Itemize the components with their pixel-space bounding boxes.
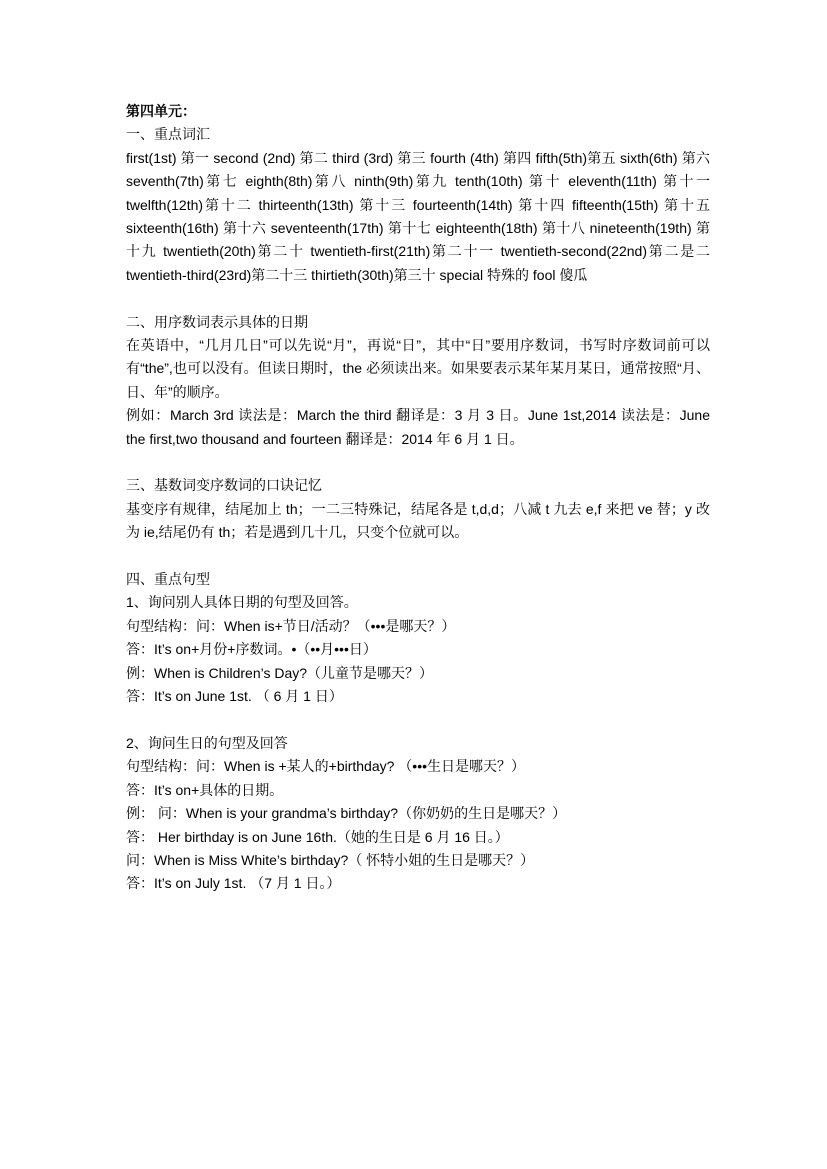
unit-title: 第四单元： (126, 103, 196, 119)
section-1-heading: 一、重点词汇 (126, 126, 210, 143)
section-2-heading: 二、用序数词表示具体的日期 (126, 313, 308, 330)
pattern-1-line: 答：It’s on June 1st. （ 6 月 1 日） (126, 688, 343, 705)
date-example-paragraph: 例如：March 3rd 读法是：March the third 翻译是：3 月 3 日。June 1st,2014 读法是：June the first,two thousand and fourteen 翻译是：2014 年 6 月 1 日。 (126, 407, 710, 447)
pattern-2-line: 答：It’s on July 1st. （7 月 1 日。） (126, 875, 341, 892)
pattern-2-line: 例： 问：When is your grandma’s birthday?（你奶奶的生日是哪天？） (126, 805, 567, 822)
date-rule-paragraph: 在英语中，“几月几日”可以先说“月”，再说“日”，其中“日”要用序数词，书写时序数词前可以有“the”,也可以没有。但读日期时，the 必须读出来。如果要表示某年某月某日，通常按照“月、日、年”的顺序。 (126, 337, 710, 400)
vocabulary-paragraph: first(1st) 第一 second (2nd) 第二 third (3rd) 第三 fourth (4th) 第四 fifth(5th)第五 sixth(6th) 第六 seventh(7th)第七 eighth(8th)第八 ninth(9th)第九 tenth(10th) 第十 eleventh(11th) 第十一 twelfth(12th)第十二 thirteenth(13th) 第十三 fourteenth(14th) 第十四 fifteenth(15th) 第十五 sixteenth(16th) 第十六 seventeenth(17th) 第十七 eighteenth(18th) 第十八 nineteenth(19th) 第十九 twentieth(20th)第二十 twentieth-first(21th)第二十一 twentieth-second(22nd)第二是二 twentieth-third(23rd)第二十三 thirtieth(30th)第三十 special 特殊的 fool 傻瓜 (126, 149, 710, 283)
pattern-2-line: 问：When is Miss White’s birthday?（ 怀特小姐的生日是哪天？） (126, 851, 535, 868)
pattern-1-line: 句型结构：问：When is+节日/活动？（•••是哪天？） (126, 617, 456, 634)
pattern-1-line: 答：It’s on+月份+序数词。•（••月•••日） (126, 641, 377, 658)
spacer (126, 545, 710, 568)
spacer (126, 709, 710, 732)
mnemonic-paragraph: 基变序有规律，结尾加上 th；一二三特殊记，结尾各是 t,d,d；八减 t 九去 e,f 来把 ve 替；y 改为 ie,结尾仍有 th；若是遇到几十几，只变个位就可以。 (126, 500, 710, 541)
pattern-1-line: 例：When is Children’s Day?（儿童节是哪天？） (126, 664, 434, 681)
section-4-heading: 四、重点句型 (126, 571, 210, 588)
pattern-2-line: 句型结构：问：When is +某人的+birthday? （•••生日是哪天？） (126, 758, 525, 775)
section-3-heading: 三、基数词变序数词的口诀记忆 (126, 477, 322, 494)
pattern-2-line: 答：It’s on+具体的日期。 (126, 781, 284, 798)
spacer (126, 287, 710, 310)
pattern-2-title: 2、询问生日的句型及回答 (126, 734, 288, 751)
pattern-2-line: 答： Her birthday is on June 16th.（她的生日是 6 月 16 日。） (126, 828, 509, 845)
spacer (126, 451, 710, 474)
document-page (126, 100, 710, 896)
pattern-1-title: 1、询问别人具体日期的句型及回答。 (126, 594, 358, 611)
